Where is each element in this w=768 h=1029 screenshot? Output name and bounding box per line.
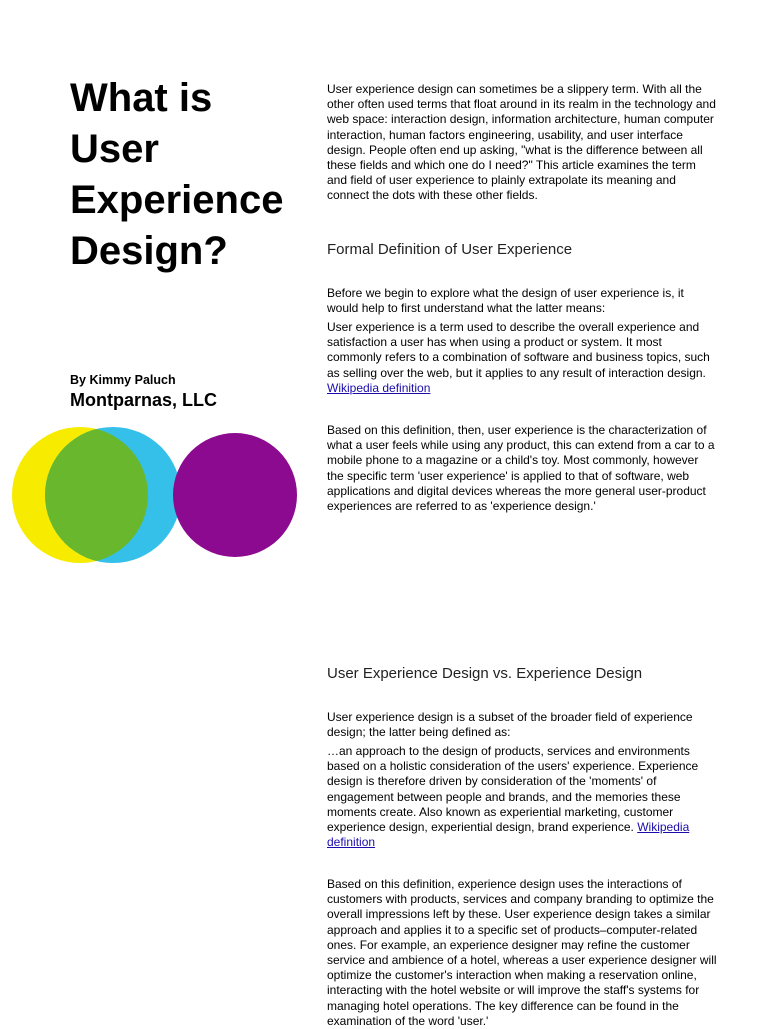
section2-quote — [327, 744, 717, 850]
title-line: What is — [70, 76, 213, 120]
intro-paragraph: User experience design can sometimes be a slippery term. With all the other often used terms that float around in its realm in the technology and web space: interaction design, information architecture, human computer interaction, human factors engineering, usability, and user interface design. People often end up asking, "what is the difference between all these fields and which one do I need?" This article examines the term and field of user experience to plainly extrapolate its meaning and connect the dots with these other fields. — [327, 82, 716, 203]
author-byline: By Kimmy Paluch — [70, 373, 176, 387]
purple-circle — [173, 433, 297, 557]
wikipedia-link[interactable]: Wikipedia definition — [327, 380, 431, 395]
section2-body: Based on this definition, experience design uses the interactions of customers with products, services and company branding to optimize the overall impressions left by these. User experience design takes a similar approach and applies it to a specific set of products–computer-related ones. For example, an experience designer may refine the customer service and ambience of a hotel, whereas a user experience designer will optimize the customer's interaction when making a reservation online, interacting with the hotel website or will improve the staff's systems for managing hotel operations. The key difference can be found in the examination of the word 'user.' — [327, 877, 717, 1028]
title-line: Design? — [70, 229, 228, 273]
title-line: User — [70, 127, 159, 171]
venn-circles-svg — [0, 425, 310, 565]
quote-text: User experience is a term used to describe the overall experience and satisfaction a user has when using a product or system. It most commonly refers to a combination of software and business topics, such as selling over the web, but it applies to any result of interaction design. — [327, 320, 710, 380]
company-name: Montparnas, LLC — [70, 390, 217, 410]
venn-graphic — [0, 425, 310, 565]
quote-text: …an approach to the design of products, services and environments based on a holistic consideration of the users' experience. Experience design is therefore driven by consideration of the 'moments' of engagement between people and brands, and the memories these moments create. Also known as experiential marketing, customer experience design, experiential design, brand experience. — [327, 744, 699, 835]
title-line: Experience — [70, 178, 284, 222]
section1-quote — [327, 320, 717, 396]
section-heading-ux-vs-experience: User Experience Design vs. Experience Design — [327, 665, 643, 682]
section2-lead: User experience design is a subset of the broader field of experience design; the latter being defined as: — [327, 710, 693, 740]
section1-lead: Before we begin to explore what the design of user experience is, it would help to first understand what the latter means: — [327, 286, 684, 316]
section-heading-formal-definition: Formal Definition of User Experience — [327, 241, 573, 258]
section1-body: Based on this definition, then, user experience is the characterization of what a user feels while using any product, this can extend from a car to a mobile phone to a magazine or a child's toy. Most commonly, however the specific term 'user experience' is applied to that of software, web applications and digital devices whereas the more general user-product experiences are referred to as 'experience design.' — [327, 423, 715, 514]
wikipedia-link[interactable]: Wikipedia definition — [327, 820, 690, 850]
page-title — [70, 73, 315, 277]
